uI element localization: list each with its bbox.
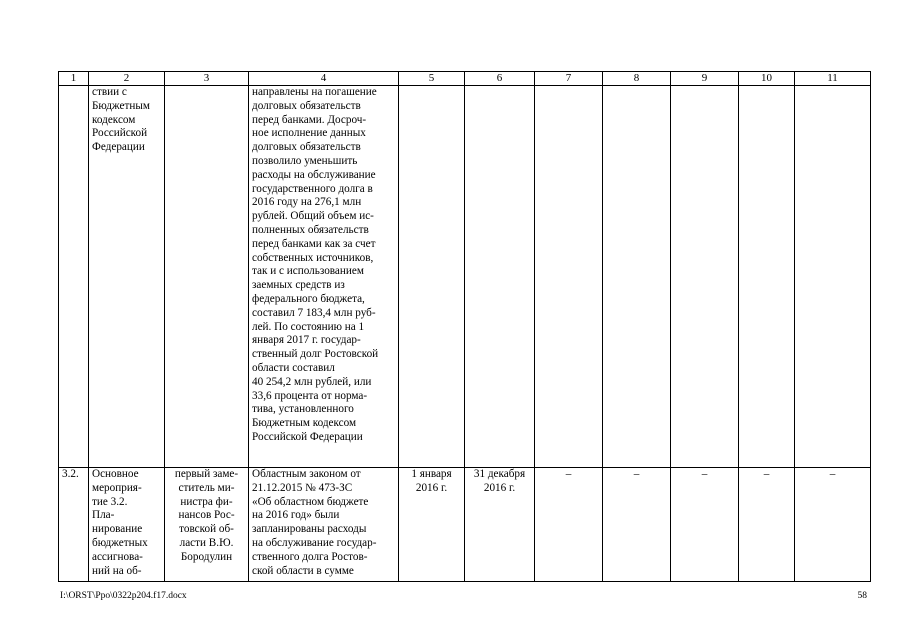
- cell-activity: ствии с Бюджетным кодексом Российской Федерации: [89, 86, 165, 468]
- table-row-continuation: [59, 86, 871, 468]
- cell-dash: –: [795, 468, 871, 582]
- column-number: 1: [59, 72, 89, 86]
- column-number: 3: [165, 72, 249, 86]
- cell-empty: [465, 86, 535, 468]
- cell-empty: [535, 86, 603, 468]
- cell-result: направлены на погашение долговых обязательств перед банками. Досроч- ное исполнение данных долговых обязательств позволило уменьшить расходы на обслуживание государственного долга в 2016 году на 276,1 млн рублей. Общий объем ис- полненных обязательств перед банками как за счет собственных источников, так и с использованием заемных средств из федерального бюджета, составил 7 183,4 млн руб- лей. По состоянию на 1 января 2017 г. государ- ственный долг Ростовской области составил 40 254,2 млн рублей, или 33,6 процента от норма- тива, установленного Бюджетным кодексом Российской Федерации: [249, 86, 399, 468]
- report-table: [58, 71, 871, 582]
- cell-dash: –: [739, 468, 795, 582]
- cell-empty: [739, 86, 795, 468]
- cell-responsible: [165, 86, 249, 468]
- column-number: 2: [89, 72, 165, 86]
- cell-number: 3.2.: [59, 468, 89, 582]
- column-number: 8: [603, 72, 671, 86]
- cell-dash: –: [535, 468, 603, 582]
- cell-result: Областным законом от 21.12.2015 № 473-ЗС «Об областном бюджете на 2016 год» были запланированы расходы на обслуживание государ- ственного долга Ростов- ской области в сумме: [249, 468, 399, 582]
- cell-empty: [671, 86, 739, 468]
- column-number: 5: [399, 72, 465, 86]
- cell-dash: –: [603, 468, 671, 582]
- column-number: 9: [671, 72, 739, 86]
- cell-empty: [795, 86, 871, 468]
- footer-page-number: 58: [857, 591, 867, 601]
- column-number: 6: [465, 72, 535, 86]
- cell-number: [59, 86, 89, 468]
- cell-empty: [603, 86, 671, 468]
- cell-dash: –: [671, 468, 739, 582]
- column-number: 11: [795, 72, 871, 86]
- cell-empty: [399, 86, 465, 468]
- column-number: 4: [249, 72, 399, 86]
- cell-responsible: первый заме- ститель ми- нистра фи- нансов Рос- товской об- ласти В.Ю. Бородулин: [165, 468, 249, 582]
- cell-end-date: 31 декабря 2016 г.: [465, 468, 535, 582]
- table-row: [59, 468, 871, 582]
- column-number: 10: [739, 72, 795, 86]
- cell-activity: Основное мероприя- тие 3.2. Пла- нирование бюджетных ассигнова- ний на об-: [89, 468, 165, 582]
- footer-file-path: I:\ORST\Ppo\0322p204.f17.docx: [60, 591, 187, 601]
- column-number: 7: [535, 72, 603, 86]
- cell-start-date: 1 января 2016 г.: [399, 468, 465, 582]
- column-number-row: [59, 72, 871, 86]
